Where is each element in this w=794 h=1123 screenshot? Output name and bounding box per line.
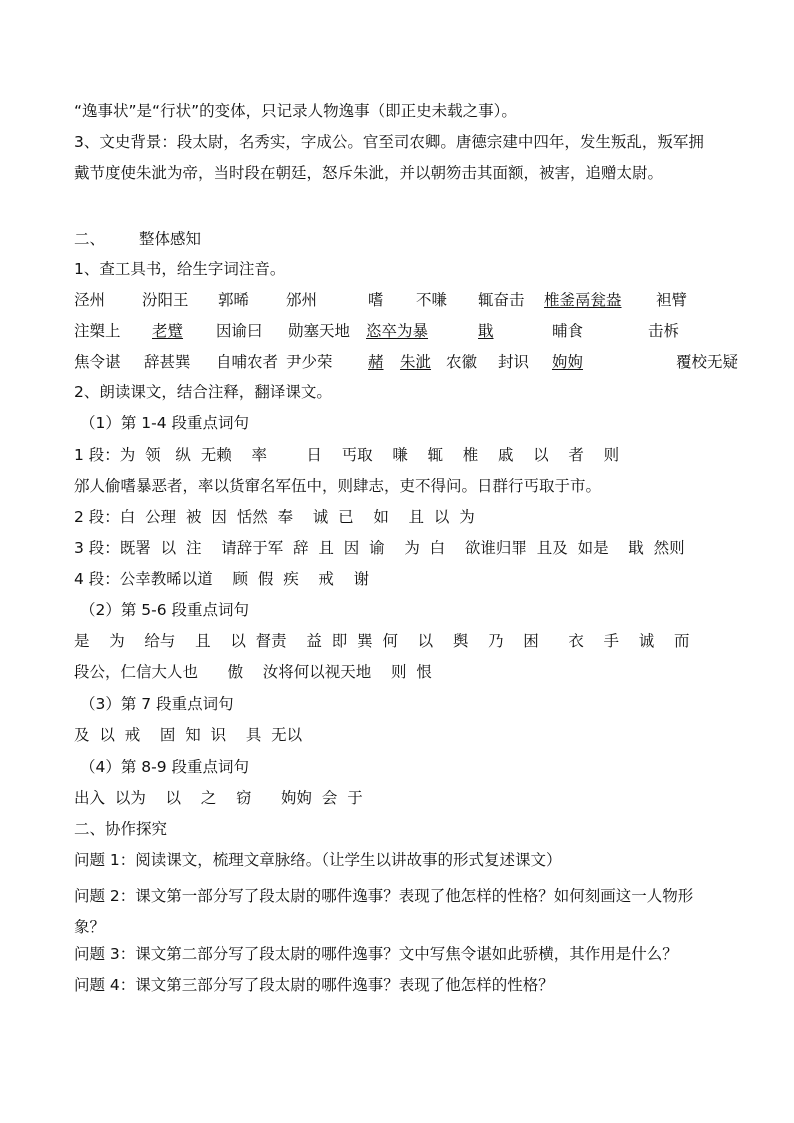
part-1-line-5: 4 段：公幸教晞以道 顾 假 疾 戒 谢 xyxy=(74,570,370,588)
part-1-line-4: 3 段：既署 以 注 请辞于军 辞 且 因 谕 为 白 欲谁归罪 且及 如是 戢 然则 xyxy=(74,539,685,557)
vocab-word-underlined xyxy=(552,352,583,372)
vocab-word: 封识 xyxy=(498,353,530,371)
intro-line: “逸事状”是“行状”的变体，只记录人物逸事（即正史未载之事）。 xyxy=(74,102,517,120)
vocab-word: 覆校无疑 xyxy=(676,353,739,371)
question-3: 问题 3：课文第二部分写了段太尉的哪件逸事？文中写焦令谌如此骄横，其作用是什么？ xyxy=(74,945,678,963)
task-1: 1、查工具书，给生字词注音。 xyxy=(74,260,286,278)
vocab-word: 椎釜鬲瓮盎 xyxy=(544,291,622,309)
vocab-word: 恣卒为暴 xyxy=(366,322,429,340)
part-2-line-1: 是 为 给与 且 以 督责 益 即 巽 何 以 舆 乃 困 衣 手 诚 而 xyxy=(74,632,690,650)
vocab-word: 自哺农者 xyxy=(216,353,279,371)
part-2-line-2: 段公，仁信大人也 傲 汝将何以视天地 则 恨 xyxy=(74,663,432,681)
task-2: 2、朗读课文，结合注释，翻译课文。 xyxy=(74,383,332,401)
vocab-word: 老躄 xyxy=(152,322,184,340)
vocab-word: 朱泚 xyxy=(400,353,432,371)
vocab-word: 戢 xyxy=(478,322,494,340)
vocab-word: 辄奋击 xyxy=(478,291,525,309)
question-1: 问题 1：阅读课文，梳理文章脉络。（让学生以讲故事的形式复述课文） xyxy=(74,851,562,869)
part-4-line-1: 出入 以为 以 之 窃 姁姁 会 于 xyxy=(74,789,363,807)
vocab-word: 袒臂 xyxy=(656,291,688,309)
vocab-word: 泾州 xyxy=(74,291,106,309)
background-line-2: 戴节度使朱泚为帝，当时段在朝廷，怒斥朱泚，并以朝笏击其面额，被害，追赠太尉。 xyxy=(74,164,664,182)
part-4-heading: （4）第 8-9 段重点词句 xyxy=(80,758,250,776)
section-heading-overall xyxy=(74,229,201,249)
background-line-1: 3、文史背景：段太尉，名秀实，字成公。官至司农卿。唐德宗建中四年，发生叛乱，叛军拥 xyxy=(74,133,704,151)
vocab-word: 郭晞 xyxy=(218,291,250,309)
vocab-word-underlined xyxy=(152,321,183,341)
heading-number: 二、 xyxy=(74,230,106,248)
vocab-word: 汾阳王 xyxy=(142,291,189,309)
vocab-word: 因谕曰 xyxy=(216,322,263,340)
vocab-word: 嗜 xyxy=(368,291,384,309)
vocab-word: 击柝 xyxy=(648,322,680,340)
vocab-word: 焦令谌 xyxy=(74,353,121,371)
part-1-line-3: 2 段：白 公理 被 因 恬然 奉 诚 已 如 且 以 为 xyxy=(74,508,475,526)
part-3-line-1: 及 以 戒 固 知 识 具 无以 xyxy=(74,726,303,744)
vocab-word: 邠州 xyxy=(286,291,318,309)
vocab-word-underlined xyxy=(366,321,428,341)
vocab-word: 赭 xyxy=(368,353,384,371)
vocab-word: 辞甚巽 xyxy=(144,353,191,371)
vocab-word: 勋塞天地 xyxy=(288,322,351,340)
part-1-line-2: 邠人偷嗜暴恶者，率以货窜名军伍中，则肆志，吏不得问。日群行丐取于市。 xyxy=(74,477,602,495)
vocab-word-underlined xyxy=(368,352,384,372)
heading-text: 整体感知 xyxy=(139,230,202,248)
section-heading-collaboration: 二、协作探究 xyxy=(74,820,168,838)
vocab-word: 农徽 xyxy=(446,353,478,371)
vocab-word-underlined xyxy=(400,352,431,372)
vocab-word: 晡食 xyxy=(552,322,584,340)
vocab-word: 尹少荣 xyxy=(286,353,333,371)
vocab-word: 姁姁 xyxy=(552,353,584,371)
vocab-word: 注槊上 xyxy=(74,322,121,340)
question-4: 问题 4：课文第三部分写了段太尉的哪件逸事？表现了他怎样的性格？ xyxy=(74,976,554,994)
part-1-heading: （1）第 1-4 段重点词句 xyxy=(80,414,250,432)
part-3-heading: （3）第 7 段重点词句 xyxy=(80,695,234,713)
vocab-word: 不嗛 xyxy=(416,291,448,309)
vocab-word-underlined xyxy=(478,321,494,341)
question-2: 问题 2：课文第一部分写了段太尉的哪件逸事？表现了他怎样的性格？如何刻画这一人物形象？ xyxy=(74,887,694,936)
vocab-word-underlined xyxy=(544,290,622,310)
part-2-heading: （2）第 5-6 段重点词句 xyxy=(80,601,250,619)
part-1-line-1: 1 段：为 领 纵 无赖 率 日 丐取 嗛 辄 椎 戚 以 者 则 xyxy=(74,446,620,464)
